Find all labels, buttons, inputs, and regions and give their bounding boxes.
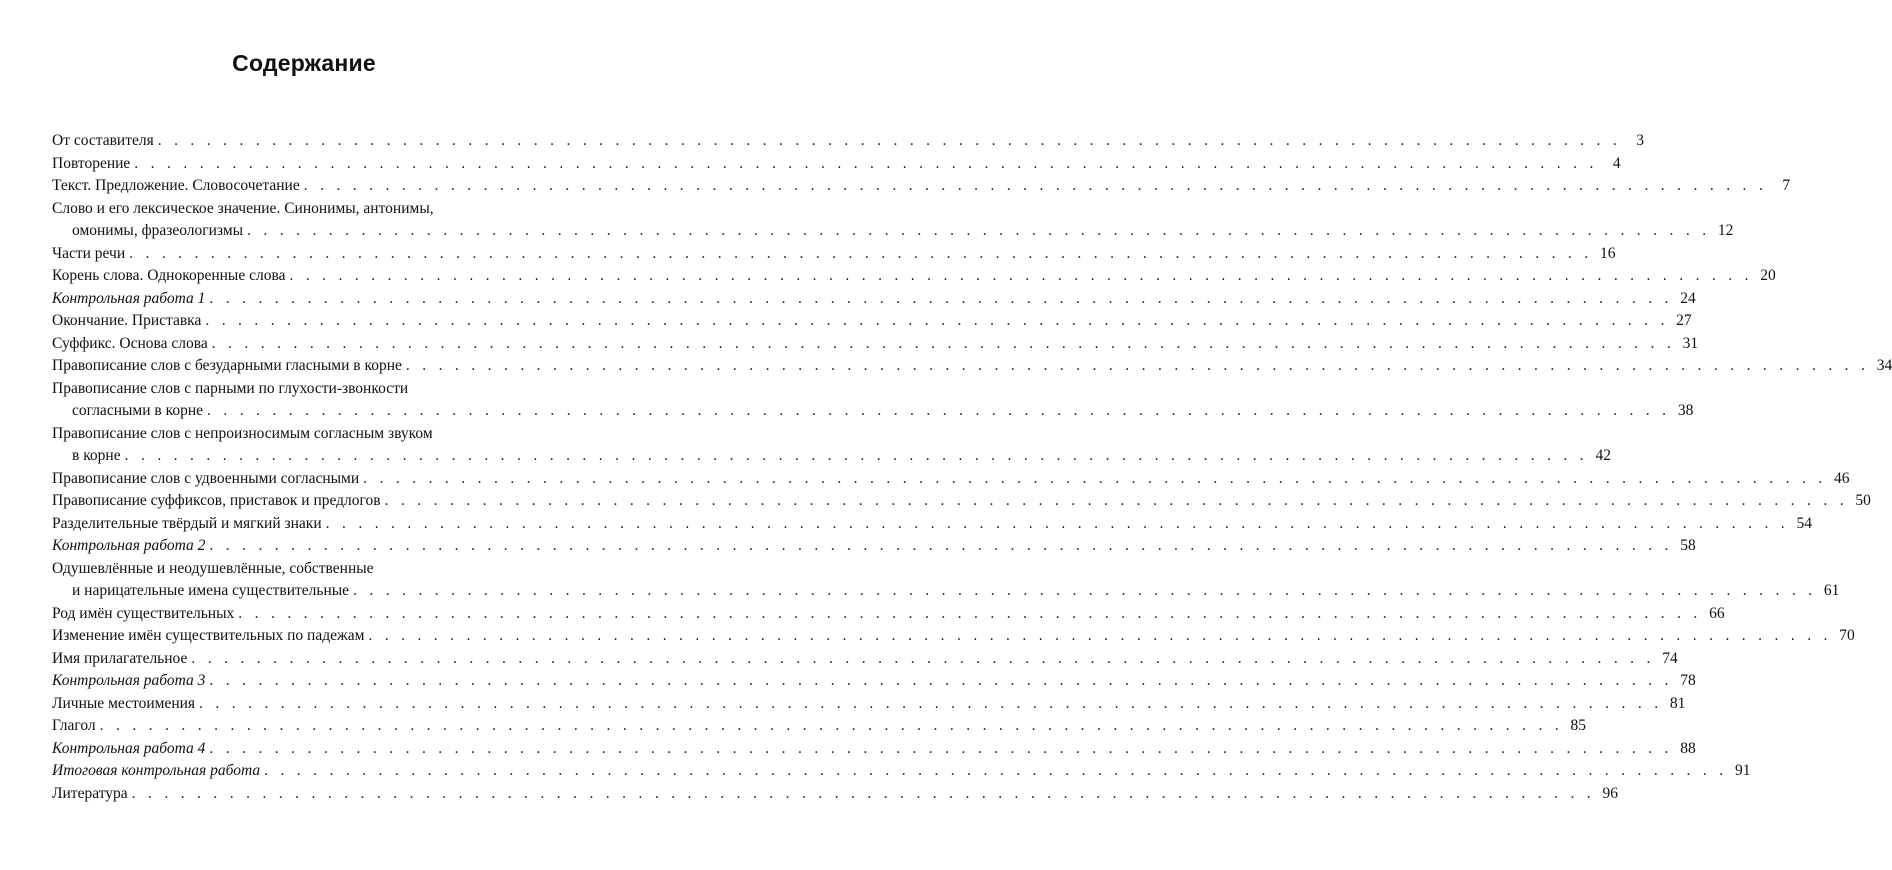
dot-leader: . . . . . . . . . . . . . . . . . . . . . . . . . . . . . . . . . . . . . . . . . . . . . . . . . . . . . . . . . . . . . . . . . . . . . . . . . . . . . . . . . . . . . . . . . . xyxy=(134,154,1598,172)
toc-entry-row xyxy=(52,513,1812,536)
dot-leader: . . . . . . . . . . . . . . . . . . . . . . . . . . . . . . . . . . . . . . . . . . . . . . . . . . . . . . . . . . . . . . . . . . . . . . . . . . . . . . . . . . . . . . . . . . xyxy=(209,739,1673,757)
toc-entry xyxy=(52,783,1618,806)
toc-entry xyxy=(52,490,1871,513)
toc-entry-page-number: 27 xyxy=(1676,312,1692,329)
toc-entry-page-number: 12 xyxy=(1717,222,1734,239)
toc-entry xyxy=(52,738,1696,761)
toc-entry-title: Итоговая контрольная работа xyxy=(52,762,261,779)
toc-entry-row xyxy=(52,670,1696,693)
toc-entry-row xyxy=(52,648,1678,671)
toc-entry-title: Суффикс. Основа слова xyxy=(52,334,208,352)
toc-entry-title: Род имён существительных xyxy=(52,604,235,622)
toc-entry-title: Контрольная работа 4 xyxy=(52,739,206,757)
toc-entry xyxy=(52,243,1616,266)
toc-entry-title: Изменение имён существительных по падежам xyxy=(52,627,365,644)
toc-entry-title: Правописание слов с удвоенными согласными xyxy=(52,469,360,487)
toc-entry xyxy=(52,603,1725,626)
toc-entry-row xyxy=(52,243,1616,266)
toc-entry-row xyxy=(52,580,1840,603)
toc-entry-row xyxy=(52,535,1696,558)
dot-leader: . . . . . . . . . . . . . . . . . . . . . . . . . . . . . . . . . . . . . . . . . . . . . . . . . . . . . . . . . . . . . . . . . . . . . . . . . . . . . . . . . . . . . . . . . . xyxy=(368,627,1832,644)
dot-leader: . . . . . . . . . . . . . . . . . . . . . . . . . . . . . . . . . . . . . . . . . . . . . . . . . . . . . . . . . . . . . . . . . . . . . . . . . . . . . . . . . . . . . . . . . . xyxy=(157,132,1622,149)
toc-entry-page-number: 78 xyxy=(1680,672,1696,689)
dot-leader: . . . . . . . . . . . . . . . . . . . . . . . . . . . . . . . . . . . . . . . . . . . . . . . . . . . . . . . . . . . . . . . . . . . . . . . . . . . . . . . . . . . . . . . . . . xyxy=(325,514,1789,532)
toc-entry-page-number: 61 xyxy=(1823,582,1840,599)
toc-entry-row xyxy=(52,310,1692,333)
toc-entry-title: Личные местоимения xyxy=(52,694,196,712)
toc-entry xyxy=(52,670,1696,693)
dot-leader: . . . . . . . . . . . . . . . . . . . . . . . . . . . . . . . . . . . . . . . . . . . . . . . . . . . . . . . . . . . . . . . . . . . . . . . . . . . . . . . . . . . . . . . . . . xyxy=(211,334,1676,352)
toc-entry-row xyxy=(52,175,1791,198)
toc-entry-title: Литература xyxy=(52,784,128,802)
toc-entry xyxy=(52,558,1840,603)
dot-leader: . . . . . . . . . . . . . . . . . . . . . . . . . . . . . . . . . . . . . . . . . . . . . . . . . . . . . . . . . . . . . . . . . . . . . . . . . . . . . . . . . . . . . . . . . . xyxy=(405,357,1870,374)
toc-entry xyxy=(52,535,1696,558)
dot-leader: . . . . . . . . . . . . . . . . . . . . . . . . . . . . . . . . . . . . . . . . . . . . . . . . . . . . . . . . . . . . . . . . . . . . . . . . . . . . . . . . . . . . . . . . . . xyxy=(129,244,1593,262)
toc-entry-title: и нарицательные имена существительные xyxy=(72,582,350,599)
toc-entry-title: Текст. Предложение. Словосочетание xyxy=(52,177,300,194)
toc-entry-page-number: 74 xyxy=(1662,649,1678,667)
toc-entry-title-line: Правописание слов с непроизносимым согласным звуком xyxy=(52,424,433,442)
toc-entry-page-number: 3 xyxy=(1636,132,1645,149)
toc-entry-title-line: Одушевлённые и неодушевлённые, собственные xyxy=(52,559,374,577)
toc-entry-row xyxy=(52,783,1618,806)
toc-entry-row xyxy=(52,468,1850,491)
dot-leader: . . . . . . . . . . . . . . . . . . . . . . . . . . . . . . . . . . . . . . . . . . . . . . . . . . . . . . . . . . . . . . . . . . . . . . . . . . . . . . . . . . . . . . . . . . xyxy=(363,469,1827,487)
toc-entry-page-number: 42 xyxy=(1595,447,1611,464)
toc-entry-page-number: 91 xyxy=(1734,762,1751,779)
dot-leader: . . . . . . . . . . . . . . . . . . . . . . . . . . . . . . . . . . . . . . . . . . . . . . . . . . . . . . . . . . . . . . . . . . . . . . . . . . . . . . . . . . . . . . . . . . xyxy=(199,694,1663,712)
toc-entry-row xyxy=(52,130,1645,153)
dot-leader: . . . . . . . . . . . . . . . . . . . . . . . . . . . . . . . . . . . . . . . . . . . . . . . . . . . . . . . . . . . . . . . . . . . . . . . . . . . . . . . . . . . . . . . . . . xyxy=(289,267,1753,284)
toc-entry-page-number: 16 xyxy=(1599,244,1616,262)
toc-entry xyxy=(52,333,1699,356)
toc-entry-row xyxy=(52,355,1892,378)
dot-leader: . . . . . . . . . . . . . . . . . . . . . . . . . . . . . . . . . . . . . . . . . . . . . . . . . . . . . . . . . . . . . . . . . . . . . . . . . . . . . . . . . . . . . . . . . . xyxy=(238,604,1702,622)
toc-entry-page-number: 66 xyxy=(1709,604,1725,622)
toc-entry-page-number: 31 xyxy=(1682,334,1699,352)
toc-entry-row xyxy=(52,760,1751,783)
toc-entry-title: омонимы, фразеологизмы xyxy=(72,222,244,239)
toc-entry xyxy=(52,198,1734,243)
toc-entry-row xyxy=(52,220,1734,243)
dot-leader: . . . . . . . . . . . . . . . . . . . . . . . . . . . . . . . . . . . . . . . . . . . . . . . . . . . . . . . . . . . . . . . . . . . . . . . . . . . . . . . . . . . . . . . . . . xyxy=(124,447,1588,464)
dot-leader: . . . . . . . . . . . . . . . . . . . . . . . . . . . . . . . . . . . . . . . . . . . . . . . . . . . . . . . . . . . . . . . . . . . . . . . . . . . . . . . . . . . . . . . . . . xyxy=(131,784,1595,802)
toc-entry-title: Глагол xyxy=(52,717,96,734)
toc-entry-title: Разделительные твёрдый и мягкий знаки xyxy=(52,514,322,532)
toc-entry-row xyxy=(52,715,1586,738)
dot-leader: . . . . . . . . . . . . . . . . . . . . . . . . . . . . . . . . . . . . . . . . . . . . . . . . . . . . . . . . . . . . . . . . . . . . . . . . . . . . . . . . . . . . . . . . . . xyxy=(209,289,1673,307)
toc-entry xyxy=(52,423,1611,468)
toc-entry xyxy=(52,378,1694,423)
toc-entry-row xyxy=(52,490,1871,513)
toc-entry-row xyxy=(52,603,1725,626)
toc-entry-title-line: Слово и его лексическое значение. Синонимы, антонимы, xyxy=(52,199,434,217)
toc-entry xyxy=(52,288,1696,311)
toc-entry-title: Повторение xyxy=(52,154,131,172)
toc-entry-row xyxy=(52,625,1855,648)
toc-entry xyxy=(52,153,1621,176)
toc-entry xyxy=(52,625,1855,648)
toc-entry-title: согласными в корне xyxy=(72,402,203,419)
toc-entry xyxy=(52,648,1678,671)
toc-entry-page-number: 58 xyxy=(1680,537,1696,554)
toc-entry-title: Окончание. Приставка xyxy=(52,312,202,329)
toc-entry-title: Корень слова. Однокоренные слова xyxy=(52,267,286,284)
toc-entry-page-number: 34 xyxy=(1876,357,1892,374)
toc-entry-page-number: 85 xyxy=(1570,717,1586,734)
toc-entry xyxy=(52,130,1645,153)
toc-entry-page-number: 38 xyxy=(1677,402,1694,419)
toc-entry xyxy=(52,355,1892,378)
toc-entry xyxy=(52,715,1586,738)
toc-entry-page-number: 88 xyxy=(1680,739,1696,757)
dot-leader: . . . . . . . . . . . . . . . . . . . . . . . . . . . . . . . . . . . . . . . . . . . . . . . . . . . . . . . . . . . . . . . . . . . . . . . . . . . . . . . . . . . . . . . . . . xyxy=(264,762,1728,779)
toc-entry xyxy=(52,513,1812,536)
toc-entry-row xyxy=(52,738,1696,761)
toc-entry xyxy=(52,310,1692,333)
dot-leader: . . . . . . . . . . . . . . . . . . . . . . . . . . . . . . . . . . . . . . . . . . . . . . . . . . . . . . . . . . . . . . . . . . . . . . . . . . . . . . . . . . . . . . . . . . xyxy=(353,582,1817,599)
toc-entry-title: Части речи xyxy=(52,244,126,262)
toc-entry-title: Контрольная работа 1 xyxy=(52,289,206,307)
dot-leader: . . . . . . . . . . . . . . . . . . . . . . . . . . . . . . . . . . . . . . . . . . . . . . . . . . . . . . . . . . . . . . . . . . . . . . . . . . . . . . . . . . . . . . . . . . xyxy=(205,312,1669,329)
dot-leader: . . . . . . . . . . . . . . . . . . . . . . . . . . . . . . . . . . . . . . . . . . . . . . . . . . . . . . . . . . . . . . . . . . . . . . . . . . . . . . . . . . . . . . . . . . xyxy=(209,672,1673,689)
toc-entry xyxy=(52,760,1751,783)
toc-entry-page-number: 70 xyxy=(1839,627,1855,644)
toc-entry-page-number: 46 xyxy=(1834,469,1850,487)
toc-entry-title: Контрольная работа 3 xyxy=(52,672,206,689)
toc-entry-page-number: 54 xyxy=(1796,514,1812,532)
toc-entry-title-line: Правописание слов с парными по глухости-звонкости xyxy=(52,379,409,397)
toc-entry-title: Имя прилагательное xyxy=(52,649,188,667)
toc-entry-page-number: 4 xyxy=(1612,154,1621,172)
toc-entry-row xyxy=(52,445,1611,468)
dot-leader: . . . . . . . . . . . . . . . . . . . . . . . . . . . . . . . . . . . . . . . . . . . . . . . . . . . . . . . . . . . . . . . . . . . . . . . . . . . . . . . . . . . . . . . . . . xyxy=(191,649,1655,667)
dot-leader: . . . . . . . . . . . . . . . . . . . . . . . . . . . . . . . . . . . . . . . . . . . . . . . . . . . . . . . . . . . . . . . . . . . . . . . . . . . . . . . . . . . . . . . . . . xyxy=(209,537,1673,554)
toc-entry xyxy=(52,175,1791,198)
toc-entry-row xyxy=(52,288,1696,311)
toc-entry xyxy=(52,265,1776,288)
toc-entry-page-number: 96 xyxy=(1602,784,1618,802)
toc-entry-page-number: 24 xyxy=(1680,289,1696,307)
toc-entry-row xyxy=(52,400,1694,423)
dot-leader: . . . . . . . . . . . . . . . . . . . . . . . . . . . . . . . . . . . . . . . . . . . . . . . . . . . . . . . . . . . . . . . . . . . . . . . . . . . . . . . . . . . . . . . . . . xyxy=(384,492,1848,509)
toc-entry-row xyxy=(52,265,1776,288)
dot-leader: . . . . . . . . . . . . . . . . . . . . . . . . . . . . . . . . . . . . . . . . . . . . . . . . . . . . . . . . . . . . . . . . . . . . . . . . . . . . . . . . . . . . . . . . . . xyxy=(303,177,1768,194)
toc-entry-page-number: 81 xyxy=(1669,694,1686,712)
dot-leader: . . . . . . . . . . . . . . . . . . . . . . . . . . . . . . . . . . . . . . . . . . . . . . . . . . . . . . . . . . . . . . . . . . . . . . . . . . . . . . . . . . . . . . . . . . xyxy=(207,402,1671,419)
toc-entry-title: Правописание слов с безударными гласными в корне xyxy=(52,357,402,374)
table-of-contents xyxy=(52,130,1892,805)
page-title: Содержание xyxy=(232,50,376,76)
toc-entry xyxy=(52,693,1686,716)
dot-leader: . . . . . . . . . . . . . . . . . . . . . . . . . . . . . . . . . . . . . . . . . . . . . . . . . . . . . . . . . . . . . . . . . . . . . . . . . . . . . . . . . . . . . . . . . . xyxy=(99,717,1563,734)
toc-entry-title: Контрольная работа 2 xyxy=(52,537,206,554)
toc-entry-row xyxy=(52,333,1699,356)
toc-entry-page-number: 7 xyxy=(1782,177,1791,194)
toc-entry-page-number: 50 xyxy=(1855,492,1871,509)
toc-entry-title: в корне xyxy=(72,447,121,464)
toc-entry-row xyxy=(52,693,1686,716)
toc-entry xyxy=(52,468,1850,491)
toc-entry-title: Правописание суффиксов, приставок и предлогов xyxy=(52,492,381,509)
toc-entry-row xyxy=(52,153,1621,176)
dot-leader: . . . . . . . . . . . . . . . . . . . . . . . . . . . . . . . . . . . . . . . . . . . . . . . . . . . . . . . . . . . . . . . . . . . . . . . . . . . . . . . . . . . . . . . . . . xyxy=(247,222,1711,239)
toc-entry-title: От составителя xyxy=(52,132,154,149)
toc-entry-page-number: 20 xyxy=(1760,267,1776,284)
